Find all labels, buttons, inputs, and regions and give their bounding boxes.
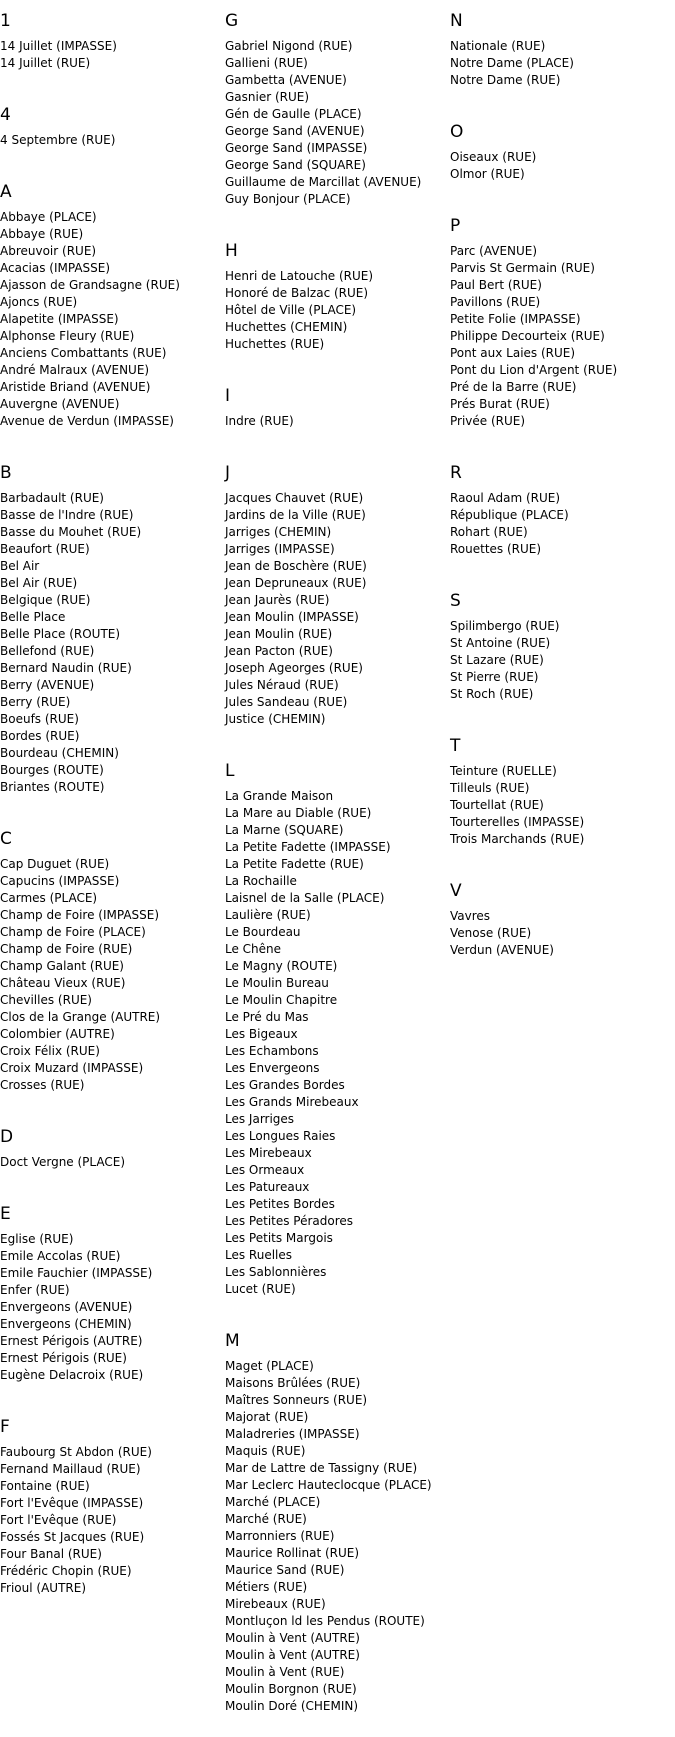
street-entry: Champ de Foire (IMPASSE) bbox=[0, 908, 160, 922]
street-entry: Belgique (RUE) bbox=[0, 593, 91, 607]
street-entry: Beaufort (RUE) bbox=[0, 542, 90, 556]
street-entry: Verdun (AVENUE) bbox=[450, 943, 554, 957]
street-entry: Boeufs (RUE) bbox=[0, 712, 79, 726]
letter-section bbox=[225, 462, 445, 750]
street-entry: Avenue de Verdun (IMPASSE) bbox=[0, 414, 174, 428]
letter-section bbox=[0, 181, 220, 452]
letter-section bbox=[225, 760, 445, 1320]
street-entry: St Roch (RUE) bbox=[450, 687, 534, 701]
street-entry: Jardins de la Ville (RUE) bbox=[225, 508, 366, 522]
street-entry: Pont du Lion d'Argent (RUE) bbox=[450, 363, 618, 377]
street-list bbox=[0, 490, 220, 796]
street-entry: Barbadault (RUE) bbox=[0, 491, 104, 505]
section-letter-heading: F bbox=[0, 1417, 10, 1437]
street-entry: Doct Vergne (PLACE) bbox=[0, 1155, 126, 1169]
street-entry: Olmor (RUE) bbox=[450, 167, 525, 181]
street-entry: Les Petits Margois bbox=[225, 1231, 333, 1245]
section-spacer bbox=[450, 89, 670, 111]
street-entry: Bordes (RUE) bbox=[0, 729, 80, 743]
section-letter-heading: V bbox=[450, 881, 462, 901]
street-entry: Notre Dame (PLACE) bbox=[450, 56, 574, 70]
street-list bbox=[0, 1231, 220, 1384]
street-entry: Colombier (AUTRE) bbox=[0, 1027, 115, 1041]
letter-section bbox=[0, 462, 220, 818]
street-entry: Philippe Decourteix (RUE) bbox=[450, 329, 605, 343]
street-entry: Frédéric Chopin (RUE) bbox=[0, 1564, 132, 1578]
street-entry: Pré de la Barre (RUE) bbox=[450, 380, 577, 394]
section-spacer bbox=[0, 1171, 220, 1193]
street-entry: Les Ruelles bbox=[225, 1248, 293, 1262]
street-entry: Jean Moulin (IMPASSE) bbox=[225, 610, 359, 624]
section-spacer bbox=[450, 959, 670, 981]
section-letter-heading: G bbox=[225, 11, 239, 31]
street-entry: Basse de l'Indre (RUE) bbox=[0, 508, 134, 522]
section-spacer bbox=[225, 728, 445, 750]
street-entry: Crosses (RUE) bbox=[0, 1078, 85, 1092]
section-letter-heading: 4 bbox=[0, 105, 11, 125]
street-entry: Berry (AVENUE) bbox=[0, 678, 95, 692]
street-list bbox=[0, 1444, 220, 1597]
street-entry: Les Petites Bordes bbox=[225, 1197, 335, 1211]
street-entry: Abreuvoir (RUE) bbox=[0, 244, 97, 258]
street-entry: Fernand Maillaud (RUE) bbox=[0, 1462, 141, 1476]
section-spacer bbox=[225, 208, 445, 230]
street-entry: Laisnel de la Salle (PLACE) bbox=[225, 891, 385, 905]
street-entry: Moulin Borgnon (RUE) bbox=[225, 1682, 357, 1696]
letter-section bbox=[450, 735, 670, 870]
street-entry: 14 Juillet (RUE) bbox=[0, 56, 91, 70]
street-entry: Les Petites Péradores bbox=[225, 1214, 354, 1228]
street-entry: Pavillons (RUE) bbox=[450, 295, 541, 309]
column-2 bbox=[225, 0, 445, 1737]
street-entry: Tourterelles (IMPASSE) bbox=[450, 815, 585, 829]
street-entry: Le Magny (ROUTE) bbox=[225, 959, 338, 973]
section-spacer bbox=[450, 430, 670, 452]
street-list bbox=[450, 38, 670, 89]
street-entry: Jean Moulin (RUE) bbox=[225, 627, 333, 641]
street-entry: Champ de Foire (PLACE) bbox=[0, 925, 146, 939]
street-entry: Petite Folie (IMPASSE) bbox=[450, 312, 581, 326]
letter-section bbox=[450, 880, 670, 981]
street-entry: Jean de Boschère (RUE) bbox=[225, 559, 367, 573]
section-letter-heading: H bbox=[225, 241, 238, 261]
street-entry: Four Banal (RUE) bbox=[0, 1547, 102, 1561]
street-entry: Tourtellat (RUE) bbox=[450, 798, 544, 812]
letter-section bbox=[0, 1203, 220, 1406]
street-entry: Maurice Sand (RUE) bbox=[225, 1563, 345, 1577]
street-entry: Montluçon ld les Pendus (ROUTE) bbox=[225, 1614, 425, 1628]
section-letter-heading: D bbox=[0, 1127, 14, 1147]
street-entry: Auvergne (AVENUE) bbox=[0, 397, 120, 411]
street-entry: Gasnier (RUE) bbox=[225, 90, 310, 104]
section-letter-heading: I bbox=[225, 386, 231, 406]
street-entry: Ajoncs (RUE) bbox=[0, 295, 78, 309]
street-entry: Henri de Latouche (RUE) bbox=[225, 269, 374, 283]
street-entry: Bernard Naudin (RUE) bbox=[0, 661, 132, 675]
street-entry: Tilleuls (RUE) bbox=[450, 781, 530, 795]
street-entry: Pont aux Laies (RUE) bbox=[450, 346, 576, 360]
street-entry: Emile Accolas (RUE) bbox=[0, 1249, 121, 1263]
street-entry: Le Moulin Chapitre bbox=[225, 993, 338, 1007]
section-letter-heading: C bbox=[0, 829, 12, 849]
street-entry: Gallieni (RUE) bbox=[225, 56, 308, 70]
street-entry: Jarriges (CHEMIN) bbox=[225, 525, 332, 539]
street-list bbox=[0, 132, 220, 149]
street-entry: Les Jarriges bbox=[225, 1112, 295, 1126]
street-entry: Acacias (IMPASSE) bbox=[0, 261, 111, 275]
street-entry: Basse du Mouhet (RUE) bbox=[0, 525, 142, 539]
street-entry: Maurice Rollinat (RUE) bbox=[225, 1546, 360, 1560]
street-entry: Laulière (RUE) bbox=[225, 908, 311, 922]
section-letter-heading: S bbox=[450, 591, 461, 611]
street-entry: Marché (PLACE) bbox=[225, 1495, 321, 1509]
street-entry: Guillaume de Marcillat (AVENUE) bbox=[225, 175, 422, 189]
street-entry: Mirebeaux (RUE) bbox=[225, 1597, 326, 1611]
section-spacer bbox=[225, 1715, 445, 1737]
section-spacer bbox=[0, 72, 220, 94]
street-entry: Abbaye (RUE) bbox=[0, 227, 84, 241]
street-entry: Le Pré du Mas bbox=[225, 1010, 309, 1024]
street-entry: Marché (RUE) bbox=[225, 1512, 307, 1526]
section-letter-heading: L bbox=[225, 761, 235, 781]
street-entry: Fort l'Evêque (IMPASSE) bbox=[0, 1496, 144, 1510]
section-spacer bbox=[0, 149, 220, 171]
street-entry: Trois Marchands (RUE) bbox=[450, 832, 585, 846]
street-entry: Bellefond (RUE) bbox=[0, 644, 95, 658]
street-list bbox=[225, 268, 445, 353]
section-spacer bbox=[225, 430, 445, 452]
street-entry: Mar Leclerc Hauteclocque (PLACE) bbox=[225, 1478, 432, 1492]
section-spacer bbox=[0, 1384, 220, 1406]
letter-section bbox=[0, 104, 220, 171]
street-entry: Fossés St Jacques (RUE) bbox=[0, 1530, 145, 1544]
street-entry: Lucet (RUE) bbox=[225, 1282, 296, 1296]
street-list bbox=[450, 618, 670, 703]
section-letter-heading: M bbox=[225, 1331, 240, 1351]
letter-section bbox=[0, 1416, 220, 1619]
street-list bbox=[450, 763, 670, 848]
street-entry: George Sand (SQUARE) bbox=[225, 158, 366, 172]
street-entry: Faubourg St Abdon (RUE) bbox=[0, 1445, 152, 1459]
street-entry: Vavres bbox=[450, 909, 491, 923]
street-entry: Les Grandes Bordes bbox=[225, 1078, 345, 1092]
letter-section bbox=[225, 240, 445, 375]
street-entry: La Grande Maison bbox=[225, 789, 334, 803]
letter-section bbox=[450, 121, 670, 205]
street-list bbox=[0, 1154, 220, 1171]
street-entry: St Lazare (RUE) bbox=[450, 653, 544, 667]
street-entry: St Antoine (RUE) bbox=[450, 636, 551, 650]
section-spacer bbox=[0, 1094, 220, 1116]
section-spacer bbox=[0, 1597, 220, 1619]
street-entry: Les Patureaux bbox=[225, 1180, 310, 1194]
street-entry: Champ Galant (RUE) bbox=[0, 959, 124, 973]
street-entry: Jacques Chauvet (RUE) bbox=[225, 491, 364, 505]
street-entry: George Sand (IMPASSE) bbox=[225, 141, 368, 155]
section-letter-heading: N bbox=[450, 11, 463, 31]
street-entry: Maladreries (IMPASSE) bbox=[225, 1427, 360, 1441]
street-entry: André Malraux (AVENUE) bbox=[0, 363, 150, 377]
street-entry: Teinture (RUELLE) bbox=[450, 764, 557, 778]
street-entry: Jules Sandeau (RUE) bbox=[225, 695, 348, 709]
street-entry: Honoré de Balzac (RUE) bbox=[225, 286, 369, 300]
street-entry: Emile Fauchier (IMPASSE) bbox=[0, 1266, 153, 1280]
street-entry: Moulin Doré (CHEMIN) bbox=[225, 1699, 359, 1713]
street-entry: Anciens Combattants (RUE) bbox=[0, 346, 167, 360]
street-entry: Chevilles (RUE) bbox=[0, 993, 92, 1007]
street-entry: Champ de Foire (RUE) bbox=[0, 942, 133, 956]
street-entry: 4 Septembre (RUE) bbox=[0, 133, 116, 147]
street-entry: Justice (CHEMIN) bbox=[225, 712, 326, 726]
street-entry: Jean Pacton (RUE) bbox=[225, 644, 333, 658]
section-spacer bbox=[450, 183, 670, 205]
street-entry: Joseph Ageorges (RUE) bbox=[225, 661, 363, 675]
street-entry: Jean Depruneaux (RUE) bbox=[225, 576, 367, 590]
letter-section bbox=[0, 10, 220, 94]
street-entry: Le Moulin Bureau bbox=[225, 976, 329, 990]
street-entry: Parc (AVENUE) bbox=[450, 244, 538, 258]
section-letter-heading: T bbox=[450, 736, 461, 756]
street-entry: Berry (RUE) bbox=[0, 695, 71, 709]
street-entry: Venose (RUE) bbox=[450, 926, 532, 940]
street-entry: Le Chêne bbox=[225, 942, 282, 956]
street-entry: Fort l'Evêque (RUE) bbox=[0, 1513, 117, 1527]
section-spacer bbox=[450, 848, 670, 870]
street-entry: Belle Place bbox=[0, 610, 66, 624]
street-entry: Aristide Briand (AVENUE) bbox=[0, 380, 151, 394]
street-entry: Maget (PLACE) bbox=[225, 1359, 314, 1373]
street-list bbox=[450, 243, 670, 430]
street-entry: Maisons Brûlées (RUE) bbox=[225, 1376, 361, 1390]
street-entry: Frioul (AUTRE) bbox=[0, 1581, 86, 1595]
street-entry: Les Ormeaux bbox=[225, 1163, 305, 1177]
street-entry: Enfer (RUE) bbox=[0, 1283, 70, 1297]
street-list bbox=[0, 38, 220, 72]
letter-section bbox=[450, 10, 670, 111]
section-letter-heading: 1 bbox=[0, 11, 11, 31]
street-entry: Ajasson de Grandsagne (RUE) bbox=[0, 278, 180, 292]
street-list bbox=[225, 38, 445, 208]
section-letter-heading: R bbox=[450, 463, 462, 483]
section-letter-heading: J bbox=[225, 463, 231, 483]
street-entry: Moulin à Vent (AUTRE) bbox=[225, 1648, 360, 1662]
street-entry: Moulin à Vent (AUTRE) bbox=[225, 1631, 360, 1645]
street-entry: Mar de Lattre de Tassigny (RUE) bbox=[225, 1461, 418, 1475]
letter-section bbox=[0, 828, 220, 1116]
street-entry: Briantes (ROUTE) bbox=[0, 780, 105, 794]
street-entry: La Petite Fadette (RUE) bbox=[225, 857, 364, 871]
section-spacer bbox=[450, 703, 670, 725]
street-entry: La Mare au Diable (RUE) bbox=[225, 806, 372, 820]
street-entry: Les Bigeaux bbox=[225, 1027, 298, 1041]
street-entry: Les Sablonnières bbox=[225, 1265, 327, 1279]
street-entry: Les Mirebeaux bbox=[225, 1146, 312, 1160]
street-entry: Alapetite (IMPASSE) bbox=[0, 312, 119, 326]
letter-section bbox=[225, 385, 445, 452]
street-list bbox=[225, 1358, 445, 1715]
letter-section bbox=[450, 215, 670, 452]
street-entry: Parvis St Germain (RUE) bbox=[450, 261, 595, 275]
street-entry: Métiers (RUE) bbox=[225, 1580, 308, 1594]
street-entry: Belle Place (ROUTE) bbox=[0, 627, 121, 641]
street-list bbox=[225, 413, 445, 430]
street-entry: Jules Néraud (RUE) bbox=[225, 678, 339, 692]
street-list bbox=[450, 490, 670, 558]
street-list bbox=[0, 856, 220, 1094]
street-list bbox=[225, 490, 445, 728]
street-entry: Privée (RUE) bbox=[450, 414, 526, 428]
street-list bbox=[450, 908, 670, 959]
street-entry: Envergeons (AVENUE) bbox=[0, 1300, 133, 1314]
street-entry: Bel Air bbox=[0, 559, 40, 573]
street-entry: Maîtres Sonneurs (RUE) bbox=[225, 1393, 368, 1407]
street-entry: Huchettes (RUE) bbox=[225, 337, 325, 351]
street-entry: Eugène Delacroix (RUE) bbox=[0, 1368, 144, 1382]
section-letter-heading: E bbox=[0, 1204, 11, 1224]
column-3 bbox=[450, 0, 670, 981]
street-entry: Spilimbergo (RUE) bbox=[450, 619, 560, 633]
street-entry: Carmes (PLACE) bbox=[0, 891, 98, 905]
street-entry: Jean Jaurès (RUE) bbox=[225, 593, 330, 607]
street-entry: Rouettes (RUE) bbox=[450, 542, 542, 556]
street-entry: Capucins (IMPASSE) bbox=[0, 874, 120, 888]
street-entry: 14 Juillet (IMPASSE) bbox=[0, 39, 117, 53]
section-spacer bbox=[0, 796, 220, 818]
letter-section bbox=[0, 1126, 220, 1193]
column-1 bbox=[0, 0, 220, 1619]
street-entry: Eglise (RUE) bbox=[0, 1232, 74, 1246]
street-entry: Les Envergeons bbox=[225, 1061, 320, 1075]
street-entry: Envergeons (CHEMIN) bbox=[0, 1317, 132, 1331]
street-entry: Huchettes (CHEMIN) bbox=[225, 320, 348, 334]
street-entry: Maquis (RUE) bbox=[225, 1444, 306, 1458]
letter-section bbox=[225, 10, 445, 230]
street-entry: Bourges (ROUTE) bbox=[0, 763, 104, 777]
letter-section bbox=[225, 1330, 445, 1737]
street-entry: La Marne (SQUARE) bbox=[225, 823, 344, 837]
street-entry: Jarriges (IMPASSE) bbox=[225, 542, 335, 556]
letter-section bbox=[450, 462, 670, 580]
street-entry: Gabriel Nigond (RUE) bbox=[225, 39, 353, 53]
street-entry: Château Vieux (RUE) bbox=[0, 976, 126, 990]
street-entry: Fontaine (RUE) bbox=[0, 1479, 90, 1493]
street-entry: St Pierre (RUE) bbox=[450, 670, 539, 684]
street-entry: Hôtel de Ville (PLACE) bbox=[225, 303, 357, 317]
section-letter-heading: O bbox=[450, 122, 464, 142]
street-entry: Majorat (RUE) bbox=[225, 1410, 309, 1424]
street-list bbox=[0, 209, 220, 430]
section-letter-heading: P bbox=[450, 216, 461, 236]
street-entry: Guy Bonjour (PLACE) bbox=[225, 192, 351, 206]
street-entry: Le Bourdeau bbox=[225, 925, 301, 939]
street-entry: Prés Burat (RUE) bbox=[450, 397, 550, 411]
street-list bbox=[450, 149, 670, 183]
section-spacer bbox=[450, 558, 670, 580]
street-entry: Croix Muzard (IMPASSE) bbox=[0, 1061, 144, 1075]
street-entry: Gambetta (AVENUE) bbox=[225, 73, 347, 87]
street-entry: Gén de Gaulle (PLACE) bbox=[225, 107, 362, 121]
street-entry: Oiseaux (RUE) bbox=[450, 150, 537, 164]
section-spacer bbox=[225, 353, 445, 375]
street-entry: République (PLACE) bbox=[450, 508, 569, 522]
street-entry: Rohart (RUE) bbox=[450, 525, 528, 539]
street-entry: Nationale (RUE) bbox=[450, 39, 546, 53]
street-entry: Raoul Adam (RUE) bbox=[450, 491, 561, 505]
street-entry: Marronniers (RUE) bbox=[225, 1529, 335, 1543]
street-entry: Abbaye (PLACE) bbox=[0, 210, 97, 224]
street-entry: Bourdeau (CHEMIN) bbox=[0, 746, 119, 760]
street-entry: Les Longues Raies bbox=[225, 1129, 336, 1143]
street-entry: La Rochaille bbox=[225, 874, 297, 888]
street-entry: Indre (RUE) bbox=[225, 414, 294, 428]
street-entry: Cap Duguet (RUE) bbox=[0, 857, 110, 871]
street-entry: Clos de la Grange (AUTRE) bbox=[0, 1010, 161, 1024]
street-entry: Les Echambons bbox=[225, 1044, 319, 1058]
section-spacer bbox=[0, 430, 220, 452]
street-entry: Moulin à Vent (RUE) bbox=[225, 1665, 345, 1679]
street-entry: Ernest Périgois (RUE) bbox=[0, 1351, 127, 1365]
street-list bbox=[225, 788, 445, 1298]
street-entry: Les Grands Mirebeaux bbox=[225, 1095, 359, 1109]
street-entry: Ernest Périgois (AUTRE) bbox=[0, 1334, 143, 1348]
section-letter-heading: B bbox=[0, 463, 12, 483]
street-entry: La Petite Fadette (IMPASSE) bbox=[225, 840, 391, 854]
street-entry: Croix Félix (RUE) bbox=[0, 1044, 100, 1058]
street-entry: Bel Air (RUE) bbox=[0, 576, 78, 590]
street-entry: George Sand (AVENUE) bbox=[225, 124, 365, 138]
street-entry: Notre Dame (RUE) bbox=[450, 73, 561, 87]
section-spacer bbox=[225, 1298, 445, 1320]
street-entry: Paul Bert (RUE) bbox=[450, 278, 542, 292]
street-entry: Alphonse Fleury (RUE) bbox=[0, 329, 135, 343]
letter-section bbox=[450, 590, 670, 725]
section-letter-heading: A bbox=[0, 182, 12, 202]
